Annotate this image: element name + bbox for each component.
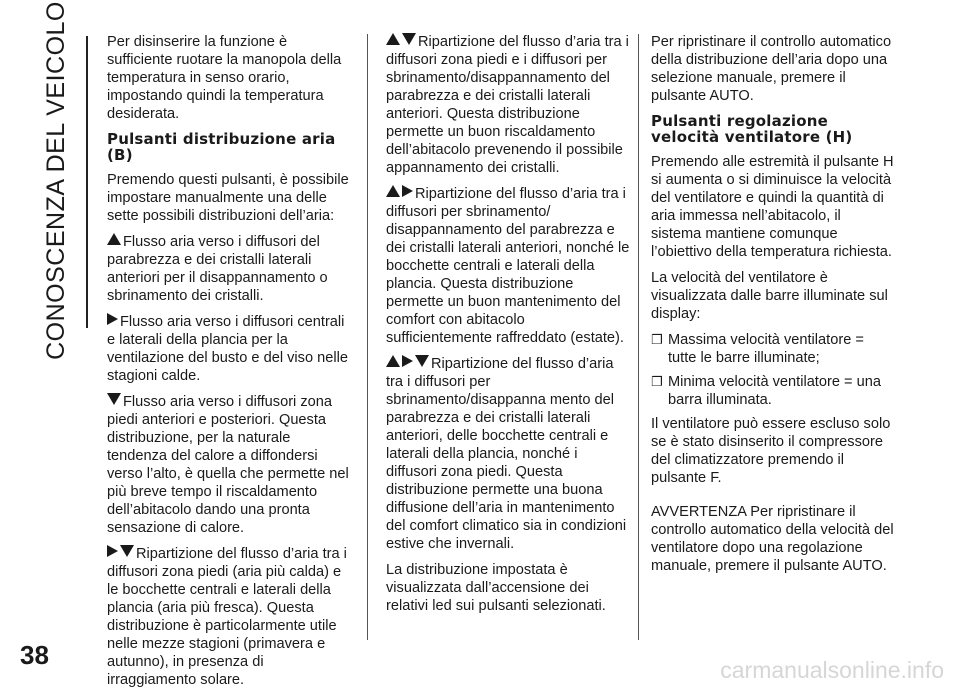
distribution-up-item: Flusso aria verso i diffusori del parabrezza e dei cristalli laterali anteriori per il disappannamento o sbrinamento dei cristalli. bbox=[107, 234, 328, 304]
checkbox-bullet-icon: ❒ bbox=[651, 374, 663, 389]
arrow-down-icon bbox=[120, 545, 134, 557]
arrow-right-icon bbox=[402, 185, 413, 197]
distribution-up-right-item: Ripartizione del flusso d’aria tra i diffusori per sbrinamento/ disappannamento del parabrezza e dei cristalli laterali anteriori, nonché le bocchette centrali e laterali della plancia. Questa distribuzione permette un buon mantenimento del comfort con abitacolo sufficientemente raffreddato (estate). bbox=[386, 186, 630, 346]
distribution-up-down-item: Ripartizione del flusso d’aria tra i diffusori zona piedi e i diffusori per sbrinamento/disappannamento del parabrezza e dei cristalli laterali anteriori. Questa distribuzione permette un buon riscaldamento dell’abitacolo prevenendo il possibile appannamento dei cristalli. bbox=[386, 34, 629, 176]
text-column-2 bbox=[386, 33, 630, 623]
arrow-down-icon bbox=[415, 355, 429, 367]
distribution-right-item: Flusso aria verso i diffusori centrali e laterali della plancia per la ventilazione del busto e del viso nelle stagioni calde. bbox=[107, 314, 348, 384]
heading-air-distribution-buttons: Pulsanti distribuzione aria (B) bbox=[107, 130, 336, 164]
paragraph-restore-auto: Per ripristinare il controllo automatico della distribuzione dell’aria dopo una selezione manuale, premere il pulsante AUTO. bbox=[651, 34, 892, 104]
distribution-all-item: Ripartizione del flusso d’aria tra i diffusori per sbrinamento/disappanna mento del parabrezza e dei cristalli laterali anteriori, delle bocchette centrali e laterali della plancia, nonché i diffusori zona piedi. Questa distribuzione permette una buona diffusione dell’aria in mantenimento del comfort climatico sia in condizioni estive che invernali. bbox=[386, 356, 627, 552]
section-title-vertical bbox=[28, 0, 84, 360]
text-column-3 bbox=[651, 33, 895, 583]
column-divider bbox=[638, 34, 639, 640]
paragraph-warning: AVVERTENZA Per ripristinare il controllo automatico della velocità del ventilatore dopo una regolazione manuale, premere il pulsante AUTO. bbox=[651, 504, 894, 574]
text-column-1 bbox=[107, 33, 351, 697]
arrow-up-icon bbox=[107, 233, 121, 245]
heading-fan-speed-buttons: Pulsanti regolazione velocità ventilatore (H) bbox=[651, 112, 853, 146]
checkbox-bullet-icon: ❒ bbox=[651, 332, 663, 347]
section-title-text: CONOSCENZA DEL VEICOLO bbox=[41, 0, 70, 360]
paragraph-fan-display: La velocità del ventilatore è visualizzata dalle barre illuminate sul display: bbox=[651, 270, 888, 322]
paragraph-distribution-display: La distribuzione impostata è visualizzata dall’accensione dei relativi led sui pulsanti selezionati. bbox=[386, 562, 606, 614]
distribution-right-down-item: Ripartizione del flusso d’aria tra i diffusori zona piedi (aria più calda) e le bocchette centrali e laterali della plancia (aria più fresca). Questa distribuzione è particolarmente utile nelle mezze stagioni (primavera e autunno), in presenza di irraggiamento solare. bbox=[107, 546, 347, 688]
arrow-right-icon bbox=[107, 545, 118, 557]
watermark: carmanualsonline.info bbox=[720, 657, 944, 683]
section-title-rule bbox=[86, 36, 88, 328]
arrow-right-icon bbox=[107, 313, 118, 325]
arrow-down-icon bbox=[107, 393, 121, 405]
arrow-up-icon bbox=[386, 33, 400, 45]
arrow-down-icon bbox=[402, 33, 416, 45]
column-divider bbox=[367, 34, 368, 640]
paragraph-disable-function: Per disinserire la funzione è sufficiente ruotare la manopola della temperatura in senso orario, impostando quindi la temperatura desiderata. bbox=[107, 34, 342, 122]
paragraph-fan-speed: Premendo alle estremità il pulsante H si aumenta o si diminuisce la velocità del ventilatore e quindi la quantità di aria immessa nell’abitacolo, il sistema mantiene comunque l’obiettivo della temperatura richiesta. bbox=[651, 154, 894, 260]
paragraph-fan-exclusion: Il ventilatore può essere escluso solo se è stato disinserito il compressore del climatizzatore premendo il pulsante F. bbox=[651, 416, 891, 486]
page-number: 38 bbox=[20, 640, 49, 670]
paragraph-air-distribution-intro: Premendo questi pulsanti, è possibile impostare manualmente una delle sette possibili distribuzioni dell’aria: bbox=[107, 172, 349, 224]
arrow-right-icon bbox=[402, 355, 413, 367]
list-item: ❒ Minima velocità ventilatore = una barra illuminata. bbox=[651, 374, 881, 408]
distribution-down-item: Flusso aria verso i diffusori zona piedi anteriori e posteriori. Questa distribuzione, per la naturale tendenza del calore a diffondersi verso l’alto, è quella che permette nel più breve tempo il riscaldamento dell’abitacolo dando una pronta sensazione di calore. bbox=[107, 394, 349, 536]
arrow-up-icon bbox=[386, 185, 400, 197]
arrow-up-icon bbox=[386, 355, 400, 367]
list-item: ❒ Massima velocità ventilatore = tutte le barre illuminate; bbox=[651, 332, 864, 366]
